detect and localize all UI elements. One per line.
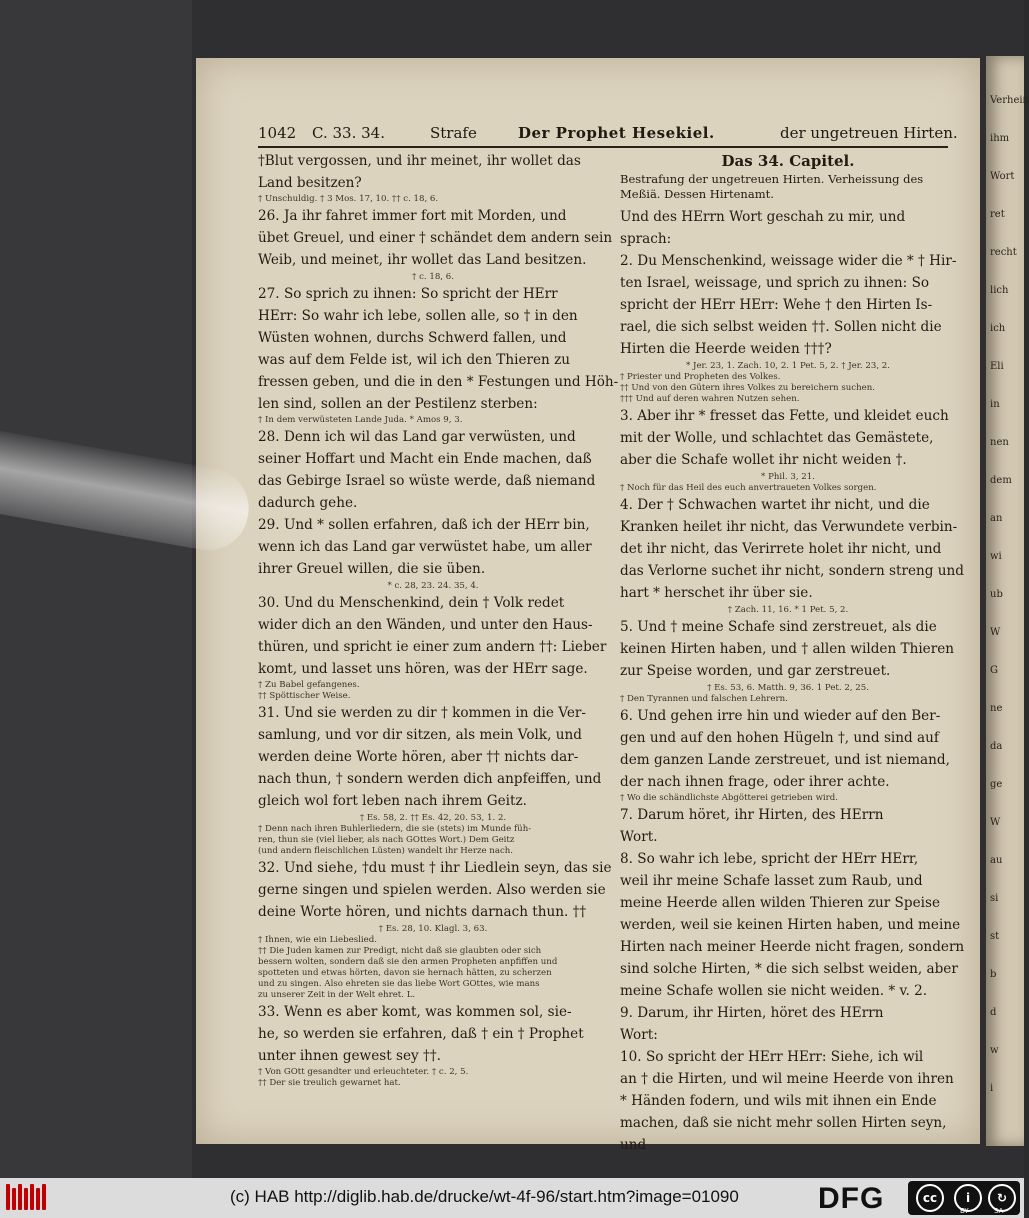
next-page-fragment: Eli	[990, 361, 1004, 372]
text-line: 6. Und gehen irre hin und wieder auf den Ber-	[620, 708, 941, 724]
left-column	[258, 150, 619, 1089]
text-line: det ihr nicht, das Verirrete holet ihr nicht, und	[620, 541, 942, 557]
next-page-fragment: ge	[990, 779, 1003, 790]
text-line: gerne singen und spielen werden. Also werden sie	[258, 882, 606, 898]
text-line: meine Heerde allen wilden Thieren zur Speise	[620, 895, 940, 911]
next-page-fragment: d	[990, 1007, 997, 1018]
footnote-line: † Ihnen, wie ein Liebeslied.	[258, 935, 377, 945]
text-line: 9. Darum, ihr Hirten, höret des HErrn	[620, 1005, 884, 1021]
text-line: deine Worte hören, und nichts darnach thun. ††	[258, 904, 587, 920]
text-line: mit der Wolle, und schlachtet das Gemästete,	[620, 430, 934, 446]
text-line: 10. So spricht der HErr HErr: Siehe, ich wil	[620, 1049, 924, 1065]
footnote-line: † Den Tyrannen und falschen Lehrern.	[620, 694, 788, 704]
text-line: wenn ich das Land gar verwüstet habe, um aller	[258, 539, 592, 555]
hab-logo[interactable]	[6, 1184, 52, 1212]
next-page-fragment: ich	[990, 323, 1006, 334]
text-line: seiner Hoffart und Macht ein Ende machen, daß	[258, 451, 592, 467]
text-line: sprach:	[620, 231, 672, 247]
text-line: he, so werden sie erfahren, daß † ein † Prophet	[258, 1026, 584, 1042]
next-page-fragment: W	[990, 817, 1001, 828]
text-line: rael, die sich selbst weiden ††. Sollen nicht die	[620, 319, 942, 335]
text-line: ten Israel, weissage, und sprich zu ihnen: So	[620, 275, 930, 291]
text-line: thüren, und spricht ie einer zum andern ††: Lieber	[258, 639, 607, 655]
footnote-line: zu unserer Zeit in der Welt ehret. L.	[258, 990, 416, 1000]
book-title: Der Prophet Hesekiel.	[518, 124, 715, 142]
text-line: * Händen fodern, und wils mit ihnen ein Ende	[620, 1093, 937, 1109]
sa-label: SA	[994, 1207, 1004, 1215]
footnote-line: † Noch für das Heil des euch anvertraueten Volkes sorgen.	[620, 483, 877, 493]
next-page-fragment: nen	[990, 437, 1009, 448]
text-line: hart * herschet ihr über sie.	[620, 585, 813, 601]
text-line: werden, weil sie keinen Hirten haben, und meine	[620, 917, 961, 933]
right-column	[620, 150, 965, 1156]
chapter-summary: Meßiä. Dessen Hirtenamt.	[620, 187, 774, 201]
book-page	[196, 58, 980, 1153]
text-line: 29. Und * sollen erfahren, daß ich der HErr bin,	[258, 517, 590, 533]
reference-line: † Es. 28, 10. Klagl. 3, 63.	[378, 924, 488, 934]
footnote-line: †† Die Juden kamen zur Predigt, nicht daß sie glaubten oder sich	[258, 946, 542, 956]
text-line: unter ihnen gewest sey ††.	[258, 1048, 441, 1064]
next-page-fragment: si	[990, 893, 999, 904]
footnote-line: ††† Und auf deren wahren Nutzen sehen.	[620, 394, 800, 404]
next-page-fragment: ne	[990, 703, 1003, 714]
text-line: werden deine Worte hören, aber †† nichts dar-	[258, 749, 579, 765]
footnote-line: † Von GOtt gesandter und erleuchteter. † c. 2, 5.	[258, 1067, 469, 1077]
text-line: samlung, und vor dir sitzen, als mein Volk, und	[258, 727, 582, 743]
text-line: aber die Schafe wollet ihr nicht weiden †.	[620, 452, 907, 468]
viewer-footer	[0, 1178, 1024, 1218]
text-line: 33. Wenn es aber komt, was kommen sol, sie-	[258, 1004, 572, 1020]
next-page-fragment: dem	[990, 475, 1012, 486]
text-line: der nach ihnen frage, oder ihrer achte.	[620, 774, 890, 790]
text-line: 30. Und du Menschenkind, dein † Volk redet	[258, 595, 565, 611]
text-line: gleich wol fort leben nach ihrem Geitz.	[258, 793, 527, 809]
by-label: BY	[960, 1207, 969, 1215]
text-line: zur Speise worden, und gar zerstreuet.	[620, 663, 891, 679]
text-line: Land besitzen?	[258, 175, 362, 191]
text-line: wider dich an den Wänden, und unter den Haus-	[258, 617, 593, 633]
footnote-line: † Denn nach ihren Buhlerliedern, die sie (stets) im Munde füh-	[258, 824, 532, 834]
text-line: Hirten nach meiner Heerde nicht fragen, sondern	[620, 939, 965, 955]
text-line: und	[620, 1137, 647, 1153]
text-line: dadurch gehe.	[258, 495, 358, 511]
reference-line: * Phil. 3, 21.	[761, 472, 815, 482]
next-page-fragment: w	[990, 1045, 999, 1056]
running-header	[258, 124, 958, 148]
text-line: 8. So wahr ich lebe, spricht der HErr HErr,	[620, 851, 919, 867]
chapter-range: C. 33. 34.	[312, 124, 385, 142]
page-number: 1042	[258, 124, 297, 142]
text-line: 7. Darum höret, ihr Hirten, des HErrn	[620, 807, 884, 823]
text-line: 27. So sprich zu ihnen: So spricht der HErr	[258, 286, 558, 302]
footnote-line: † Zu Babel gefangenes.	[258, 680, 360, 690]
footnote-line: ren, thun sie (viel lieber, als nach GOttes Wort.) Dem Geitz	[258, 835, 515, 845]
header-topic-right: der ungetreuen Hirten.	[780, 124, 958, 142]
text-line: gen und auf den hohen Hügeln †, und sind auf	[620, 730, 939, 746]
reference-line: † Zach. 11, 16. * 1 Pet. 5, 2.	[727, 605, 849, 615]
next-page-fragment: ret	[990, 209, 1005, 220]
next-page-fragment: da	[990, 741, 1003, 752]
footnote-line: spotteten und etwas hörten, davon sie hernach hätten, zu scherzen	[258, 968, 552, 978]
next-page-fragment: lich	[990, 285, 1009, 296]
dfg-logo[interactable]: DFG	[818, 1182, 885, 1215]
footnote-line: †† Und von den Gütern ihres Volkes zu bereichern suchen.	[620, 383, 875, 393]
text-line: übet Greuel, und einer † schändet dem andern sein	[258, 230, 613, 246]
footnote-line: †† Der sie treulich gewarnet hat.	[258, 1078, 401, 1088]
chapter-heading: Das 34. Capitel.	[721, 152, 855, 170]
text-line: machen, daß sie nicht mehr sollen Hirten seyn,	[620, 1115, 947, 1131]
cc-license-badge[interactable]	[908, 1181, 1020, 1215]
text-line: dem ganzen Lande zerstreuet, und ist niemand,	[620, 752, 950, 768]
text-line: komt, und lasset uns hören, was der HErr sage.	[258, 661, 588, 677]
chapter-summary: Bestrafung der ungetreuen Hirten. Verheissung des	[620, 172, 924, 186]
next-page-fragment: in	[990, 399, 1000, 410]
footnote-line: † Priester und Propheten des Volkes.	[620, 372, 781, 382]
next-page-fragment: ub	[990, 589, 1003, 600]
left-background	[0, 0, 192, 1178]
text-line: ihrer Greuel willen, die sie üben.	[258, 561, 486, 577]
text-line: was auf dem Felde ist, wil ich den Thieren zu	[258, 352, 571, 368]
text-line: 31. Und sie werden zu dir † kommen in die Ver-	[258, 705, 586, 721]
text-line: †Blut vergossen, und ihr meinet, ihr wollet das	[258, 153, 581, 169]
next-page-fragment: ihm	[990, 133, 1010, 144]
reference-line: * c. 28, 23. 24. 35, 4.	[387, 581, 479, 591]
footnote-line: und zu singen. Also ehreten sie das liebe Wort GOttes, wie mans	[258, 979, 540, 989]
next-page-fragment: st	[990, 931, 1000, 942]
next-page-fragment: Verheiß	[990, 95, 1029, 106]
text-line: weil ihr meine Schafe lasset zum Raub, und	[620, 873, 923, 889]
text-line: nach thun, † sondern werden dich anpfeiffen, und	[258, 771, 602, 787]
text-line: fressen geben, und die in den * Festungen und Höh-	[258, 374, 619, 390]
next-page-fragment: W	[990, 627, 1001, 638]
text-line: Hirten die Heerde weiden †††?	[620, 341, 832, 357]
next-page-fragment: Wort	[990, 171, 1015, 182]
text-line: 3. Aber ihr * fresset das Fette, und kleidet euch	[620, 408, 949, 424]
text-line: das Verlorne suchet ihr nicht, sondern streng und	[620, 563, 964, 579]
footnote-line: †† Spöttischer Weise.	[258, 691, 351, 701]
cc-icon: cc	[916, 1184, 944, 1212]
text-line: 2. Du Menschenkind, weissage wider die * † Hir-	[620, 253, 957, 269]
reference-line: † Es. 58, 2. †† Es. 42, 20. 53, 1. 2.	[359, 813, 507, 823]
text-line: Wüsten wohnen, durchs Schwerd fallen, und	[258, 330, 567, 346]
next-page-fragment: b	[990, 969, 997, 980]
text-line: 5. Und † meine Schafe sind zerstreuet, als die	[620, 619, 937, 635]
footnote-line: (und andern fleischlichen Lüsten) wandelt ihr Herze nach.	[258, 846, 514, 856]
text-line: 28. Denn ich wil das Land gar verwüsten, und	[258, 429, 576, 445]
by-icon: i	[954, 1184, 982, 1212]
footnote-line: † Wo die schändlichste Abgötterei getrieben wird.	[620, 793, 839, 803]
header-topic-left: Strafe	[430, 124, 477, 142]
next-page-fragment: i	[990, 1083, 994, 1094]
text-line: Wort.	[620, 829, 658, 845]
text-line: meine Schafe wollen sie nicht weiden. * v. 2.	[620, 983, 928, 999]
reference-line: † c. 18, 6.	[412, 272, 454, 282]
next-page-fragment: recht	[990, 247, 1017, 258]
text-line: Wort:	[620, 1027, 658, 1043]
footnote-line: † Unschuldig. † 3 Mos. 17, 10. †† c. 18, 6.	[258, 194, 439, 204]
reference-line: * Jer. 23, 1. Zach. 10, 2. 1 Pet. 5, 2. † Jer. 23, 2.	[686, 361, 890, 371]
text-line: an † die Hirten, und wil meine Heerde von ihren	[620, 1071, 954, 1087]
sa-icon: ↻	[988, 1184, 1016, 1212]
text-line: sind solche Hirten, * die sich selbst weiden, aber	[620, 961, 958, 977]
next-page-fragment: G	[990, 665, 998, 676]
text-line: 32. Und siehe, †du must † ihr Liedlein seyn, das sie	[258, 860, 612, 876]
text-line: spricht der HErr HErr: Wehe † den Hirten Is-	[620, 297, 933, 313]
text-line: 4. Der † Schwachen wartet ihr nicht, und die	[620, 497, 930, 513]
next-page-fragment: wi	[990, 551, 1002, 562]
text-line: Und des HErrn Wort geschah zu mir, und	[620, 209, 906, 225]
text-line: len sind, sollen an der Pestilenz sterben:	[258, 396, 538, 412]
text-line: Kranken heilet ihr nicht, das Verwundete verbin-	[620, 519, 958, 535]
next-page-fragment: au	[990, 855, 1003, 866]
footnote-line: bessern wolten, sondern daß sie den armen Propheten anpfiffen und	[258, 957, 558, 967]
text-line: 26. Ja ihr fahret immer fort mit Morden, und	[258, 208, 567, 224]
next-page-fragment: an	[990, 513, 1003, 524]
footnote-line: † In dem verwüsteten Lande Juda. * Amos 9, 3.	[258, 415, 463, 425]
reference-line: † Es. 53, 6. Matth. 9, 36. 1 Pet. 2, 25.	[707, 683, 869, 693]
copyright-link[interactable]: (c) HAB http://diglib.hab.de/drucke/wt-4f-96/start.htm?image=01090	[230, 1187, 739, 1206]
text-line: HErr: So wahr ich lebe, sollen alle, so † in den	[258, 308, 578, 324]
text-line: das Gebirge Israel so wüste werde, daß niemand	[258, 473, 596, 489]
text-line: Weib, und meinet, ihr wollet das Land besitzen.	[258, 252, 587, 268]
text-line: keinen Hirten haben, und † allen wilden Thieren	[620, 641, 955, 657]
next-page-edge	[986, 56, 1029, 1146]
